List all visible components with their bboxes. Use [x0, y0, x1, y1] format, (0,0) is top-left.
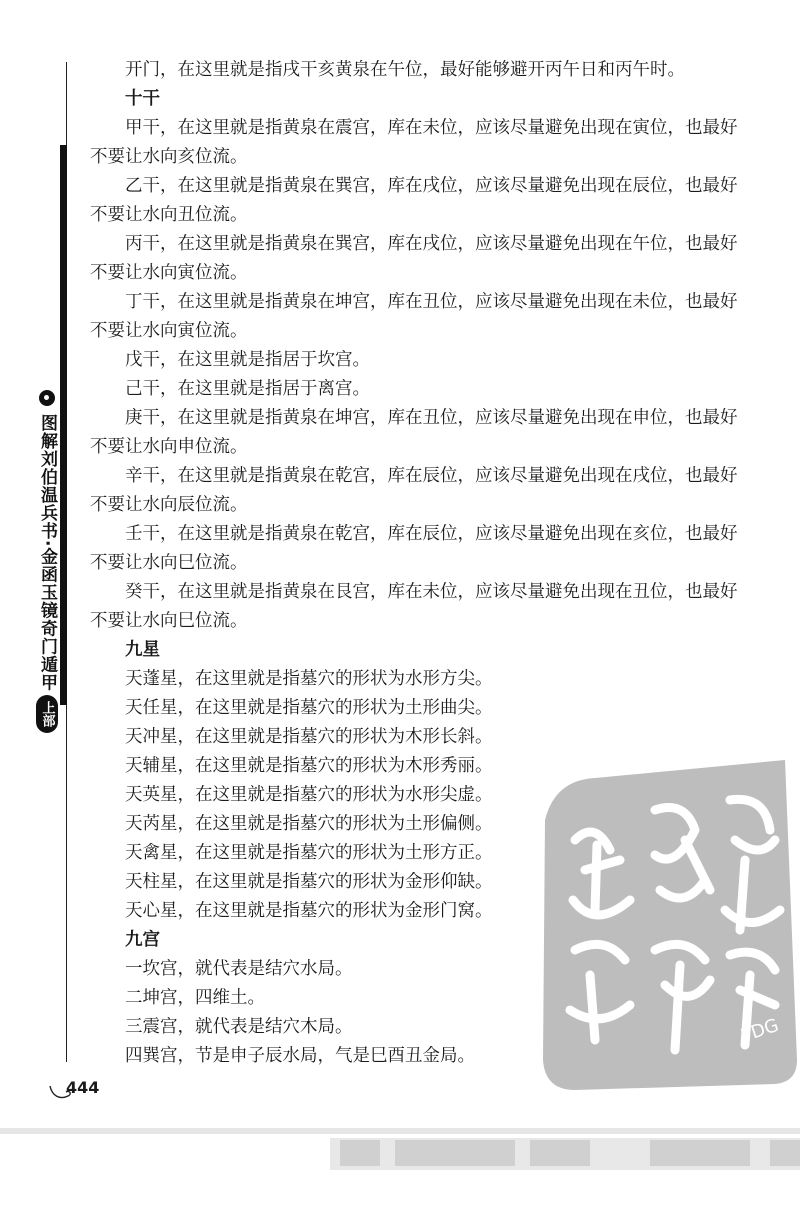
list-item: 四巽宫，节是申子辰水局，气是巳酉丑金局。: [125, 1046, 475, 1066]
list-item: 天禽星，在这里就是指墓穴的形状为土形方正。: [125, 843, 493, 863]
scan-artifact: [395, 1140, 515, 1166]
list-item: 天心星，在这里就是指墓穴的形状为金形门窝。: [125, 901, 493, 921]
scan-artifact: [650, 1140, 750, 1166]
volume-badge: 上部: [36, 695, 58, 733]
watermark-label: PDG: [738, 1014, 782, 1047]
paragraph: 甲干，在这里就是指黄泉在震宫，库在未位，应该尽量避免出现在寅位，也最好不要让水向亥位流。: [90, 118, 738, 167]
list-item: 天蓬星，在这里就是指墓穴的形状为水形方尖。: [125, 669, 493, 689]
scan-artifact: [770, 1140, 800, 1166]
paragraph: 乙干，在这里就是指黄泉在巽宫，库在戌位，应该尽量避免出现在辰位，也最好不要让水向丑位流。: [90, 176, 738, 225]
scan-artifact: [340, 1140, 380, 1166]
list-item: 天柱星，在这里就是指墓穴的形状为金形仰缺。: [125, 872, 493, 892]
watermark-seal-icon: [535, 760, 800, 1090]
section-heading-shigan: 十干: [125, 89, 160, 109]
paragraph: 丁干，在这里就是指黄泉在坤宫，库在丑位，应该尽量避免出现在未位，也最好不要让水向寅位流。: [90, 292, 738, 341]
paragraph: 癸干，在这里就是指黄泉在艮宫，库在未位，应该尽量避免出现在丑位，也最好不要让水向巳位流。: [90, 582, 738, 631]
list-item: 天英星，在这里就是指墓穴的形状为水形尖虚。: [125, 785, 493, 805]
section-heading-jiuxing: 九星: [125, 640, 160, 660]
list-item: 三震宫，就代表是结穴木局。: [125, 1017, 353, 1037]
paragraph: 庚干，在这里就是指黄泉在坤宫，库在丑位，应该尽量避免出现在申位，也最好不要让水向申位流。: [90, 408, 738, 457]
book-title-vertical: 图解刘伯温兵书·金函玉镜奇门遁甲: [37, 414, 57, 692]
list-item: 天冲星，在这里就是指墓穴的形状为木形长斜。: [125, 727, 493, 747]
paragraph: 戊干，在这里就是指居于坎宫。: [125, 350, 370, 370]
list-item: 天任星，在这里就是指墓穴的形状为土形曲尖。: [125, 698, 493, 718]
list-item: 天辅星，在这里就是指墓穴的形状为木形秀丽。: [125, 756, 493, 776]
intro-paragraph: 开门，在这里就是指戌干亥黄泉在午位，最好能够避开丙午日和丙午时。: [125, 60, 685, 80]
section-heading-jiugong: 九宫: [125, 930, 160, 950]
list-item: 二坤宫，四维土。: [125, 988, 265, 1008]
scan-artifact: [530, 1140, 590, 1166]
yin-yang-icon: [39, 390, 55, 406]
list-item: 一坎宫，就代表是结穴水局。: [125, 959, 353, 979]
list-item: 天芮星，在这里就是指墓穴的形状为土形偏侧。: [125, 814, 493, 834]
paragraph: 丙干，在这里就是指黄泉在巽宫，库在戌位，应该尽量避免出现在午位，也最好不要让水向寅位流。: [90, 234, 738, 283]
paragraph: 辛干，在这里就是指黄泉在乾宫，库在辰位，应该尽量避免出现在戌位，也最好不要让水向辰位流。: [90, 466, 738, 515]
side-title: [33, 390, 61, 733]
paragraph: 壬干，在这里就是指黄泉在乾宫，库在辰位，应该尽量避免出现在亥位，也最好不要让水向巳位流。: [90, 524, 738, 573]
page-number: 444: [66, 1078, 100, 1097]
paragraph: 己干，在这里就是指居于离宫。: [125, 379, 370, 399]
margin-bar: [60, 145, 67, 705]
scan-edge: [0, 1128, 800, 1134]
